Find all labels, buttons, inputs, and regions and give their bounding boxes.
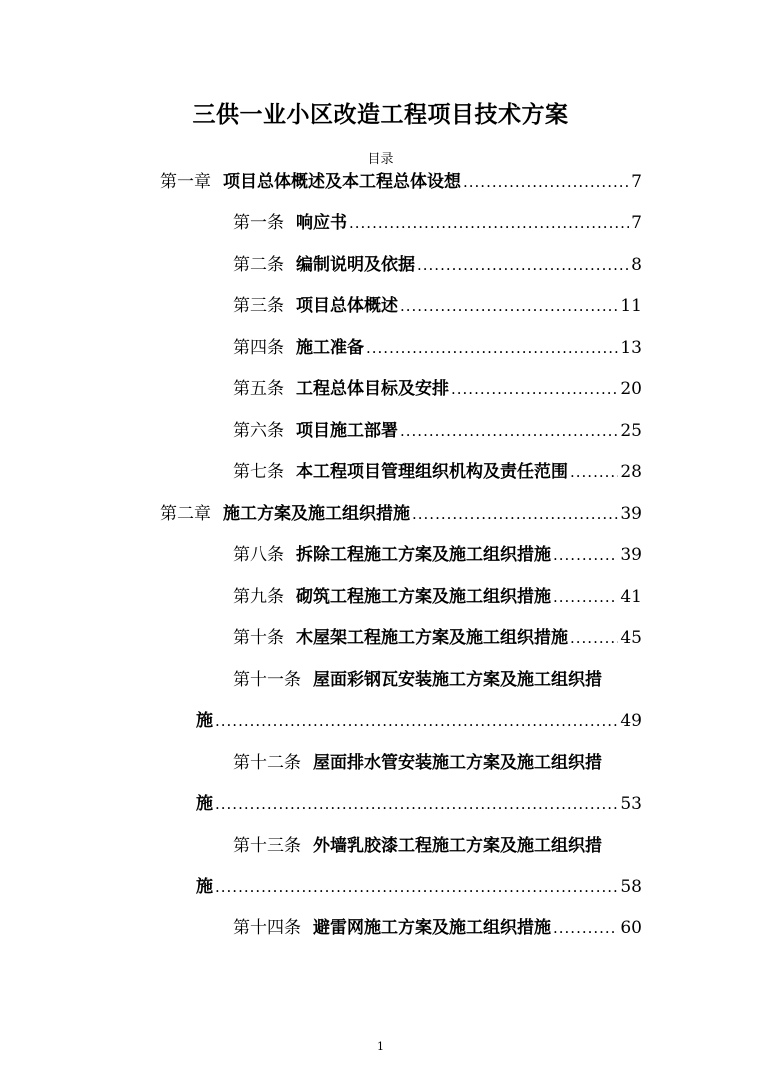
toc-entry-article-10[interactable]	[233, 626, 642, 650]
toc-label: 第一条	[233, 213, 284, 233]
toc-title: 项目总体概述及本工程总体设想	[223, 172, 461, 192]
toc-title: 拆除工程施工方案及施工组织措施	[296, 545, 551, 565]
toc-label: 第四条	[233, 338, 284, 358]
toc-entry-article-3[interactable]	[233, 294, 642, 318]
dot-leader	[366, 336, 618, 360]
toc-label: 第三条	[233, 296, 284, 316]
dot-leader	[215, 875, 618, 899]
toc-entry-article-2[interactable]	[233, 253, 642, 277]
toc-title: 响应书	[296, 213, 347, 233]
toc-page-number: 53	[620, 794, 642, 814]
toc-label: 第五条	[233, 379, 284, 399]
dot-leader	[553, 916, 618, 940]
toc-title: 屋面排水管安装施工方案及施工组织措	[313, 753, 602, 773]
toc-label: 第二条	[233, 255, 284, 275]
toc-entry-article-12[interactable]	[233, 751, 642, 775]
toc-title: 工程总体目标及安排	[296, 379, 449, 399]
page-number: 1	[377, 1040, 384, 1053]
dot-leader	[417, 253, 629, 277]
toc-label: 第十一条	[233, 670, 301, 690]
toc-page-number: 41	[620, 587, 642, 607]
document-title: 三供一业小区改造工程项目技术方案	[192, 101, 569, 128]
toc-entry-chapter-1[interactable]	[160, 170, 642, 194]
toc-page-number: 13	[620, 338, 642, 358]
toc-label: 第二章	[160, 504, 211, 524]
toc-page-number: 58	[620, 877, 642, 897]
toc-label: 第九条	[233, 587, 284, 607]
toc-page-number: 39	[620, 545, 642, 565]
toc-page-number: 8	[631, 255, 642, 275]
toc-entry-article-5[interactable]	[233, 377, 642, 401]
toc-entry-article-11-cont[interactable]	[196, 709, 642, 733]
dot-leader	[412, 502, 618, 526]
dot-leader	[553, 585, 618, 609]
dot-leader	[553, 543, 618, 567]
toc-title: 项目施工部署	[296, 421, 398, 441]
toc-title: 木屋架工程施工方案及施工组织措施	[296, 628, 568, 648]
toc-page-number: 11	[620, 296, 642, 316]
toc-page-number: 45	[620, 628, 642, 648]
toc-entry-article-7[interactable]	[233, 460, 642, 484]
dot-leader	[463, 170, 629, 194]
toc-label: 第十三条	[233, 836, 301, 856]
toc-entry-article-14[interactable]	[233, 916, 642, 940]
toc-label: 第一章	[160, 172, 211, 192]
toc-label: 第七条	[233, 462, 284, 482]
toc-entry-article-11[interactable]	[233, 668, 642, 692]
dot-leader	[215, 709, 618, 733]
toc-entry-article-8[interactable]	[233, 543, 642, 567]
toc-page-number: 60	[620, 918, 642, 938]
toc-title-continuation: 施	[196, 711, 213, 731]
dot-leader	[215, 792, 618, 816]
toc-label: 第十二条	[233, 753, 301, 773]
toc-title: 避雷网施工方案及施工组织措施	[313, 918, 551, 938]
toc-label: 第十条	[233, 628, 284, 648]
toc-page-number: 7	[631, 213, 642, 233]
toc-label: 第六条	[233, 421, 284, 441]
toc-page-number: 7	[631, 172, 642, 192]
toc-label: 第十四条	[233, 918, 301, 938]
toc-title: 本工程项目管理组织机构及责任范围	[296, 462, 568, 482]
toc-page-number: 20	[620, 379, 642, 399]
toc-title: 施工准备	[296, 338, 364, 358]
toc-entry-article-12-cont[interactable]	[196, 792, 642, 816]
toc-title: 项目总体概述	[296, 296, 398, 316]
toc-page-number: 28	[620, 462, 642, 482]
dot-leader	[451, 377, 618, 401]
toc-page-number: 25	[620, 421, 642, 441]
toc-entry-article-13[interactable]	[233, 834, 642, 858]
toc-entry-chapter-2[interactable]	[160, 502, 642, 526]
toc-heading: 目录	[367, 152, 394, 167]
toc-page-number: 39	[620, 504, 642, 524]
toc-page-number: 49	[620, 711, 642, 731]
toc-entry-article-1[interactable]	[233, 211, 642, 235]
dot-leader	[400, 419, 618, 443]
toc-title-continuation: 施	[196, 794, 213, 814]
toc-title: 外墙乳胶漆工程施工方案及施工组织措	[313, 836, 602, 856]
toc-entry-article-6[interactable]	[233, 419, 642, 443]
toc-entry-article-9[interactable]	[233, 585, 642, 609]
dot-leader	[400, 294, 618, 318]
toc-title-continuation: 施	[196, 877, 213, 897]
toc-title: 施工方案及施工组织措施	[223, 504, 410, 524]
toc-title: 编制说明及依据	[296, 255, 415, 275]
toc-title: 砌筑工程施工方案及施工组织措施	[296, 587, 551, 607]
dot-leader	[349, 211, 629, 235]
toc-entry-article-13-cont[interactable]	[196, 875, 642, 899]
toc-label: 第八条	[233, 545, 284, 565]
toc-entry-article-4[interactable]	[233, 336, 642, 360]
toc-title: 屋面彩钢瓦安装施工方案及施工组织措	[313, 670, 602, 690]
dot-leader	[570, 626, 618, 650]
dot-leader	[570, 460, 618, 484]
